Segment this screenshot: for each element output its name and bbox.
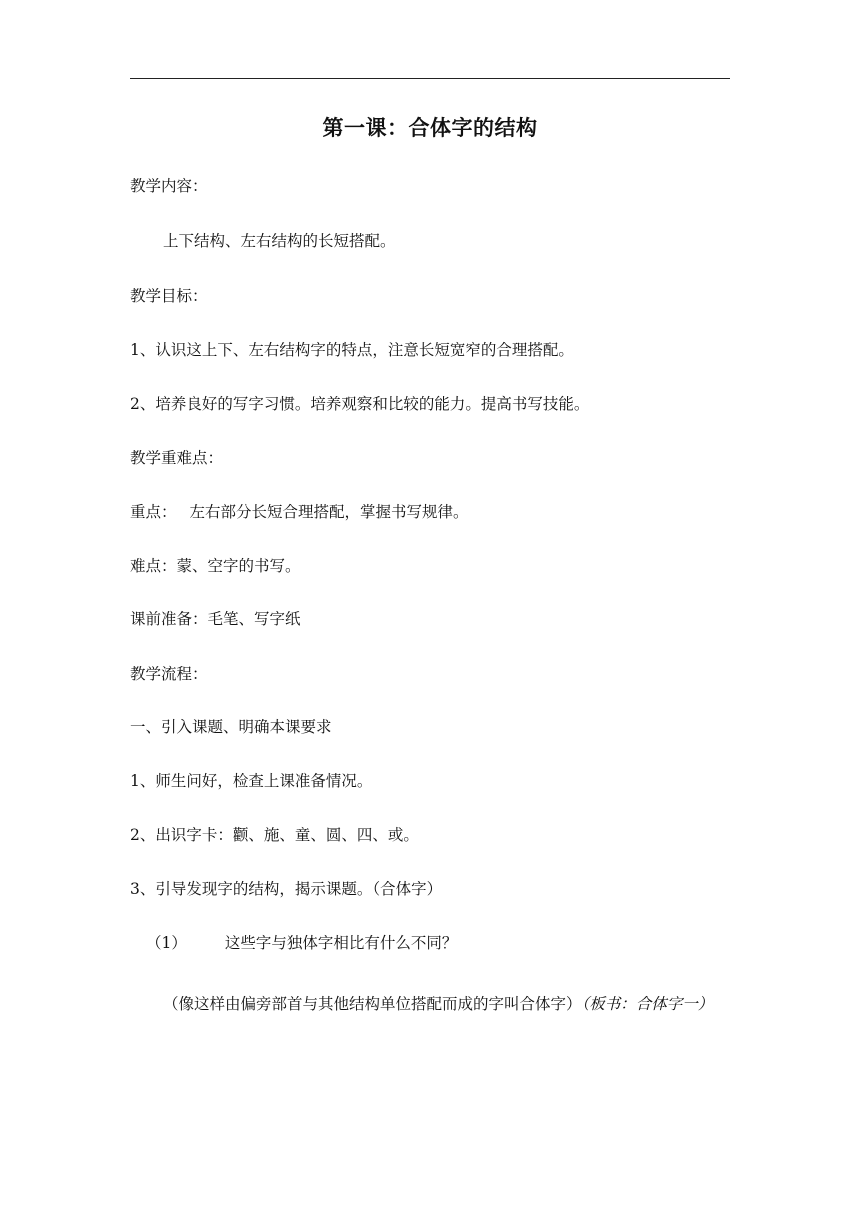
process-label: 教学流程： [130, 665, 208, 683]
key-point-text: 左右部分长短合理搭配，掌握书写规律。 [189, 503, 469, 521]
difficulty-line: 难点：蒙、空字的书写。 [130, 557, 301, 575]
content-label: 教学内容： [130, 177, 208, 195]
question-number: （1） [146, 934, 187, 952]
key-point-line [130, 502, 469, 522]
key-point-label: 重点： [130, 503, 177, 521]
step-1-3: 3、引导发现字的结构，揭示课题。（合体字） [130, 880, 443, 898]
goals-label: 教学目标： [130, 287, 208, 305]
question-text: 这些字与独体字相比有什么不同？ [224, 934, 458, 952]
key-points-label: 教学重难点： [130, 449, 224, 467]
step-1-1: 1、师生问好，检查上课准备情况。 [130, 772, 373, 790]
answer-paragraph [146, 986, 732, 1022]
answer-text: （像这样由偏旁部首与其他结构单位搭配而成的字叫合体字） [163, 995, 582, 1013]
step-1: 一、引入课题、明确本课要求 [130, 718, 332, 736]
goal-item-1: 1、认识这上下、左右结构字的特点，注意长短宽窄的合理搭配。 [130, 341, 574, 359]
content-text: 上下结构、左右结构的长短搭配。 [163, 232, 396, 250]
preparation-line: 课前准备：毛笔、写字纸 [130, 610, 301, 628]
page-title: 第一课：合体字的结构 [322, 116, 538, 140]
board-note: （板书：合体字一） [581, 995, 714, 1013]
question-line [146, 933, 457, 953]
step-1-2: 2、出识字卡：颧、施、童、圆、四、或。 [130, 826, 419, 844]
goal-item-2: 2、培养良好的写字习惯。培养观察和比较的能力。提高书写技能。 [130, 395, 590, 413]
header-rule [130, 78, 730, 79]
